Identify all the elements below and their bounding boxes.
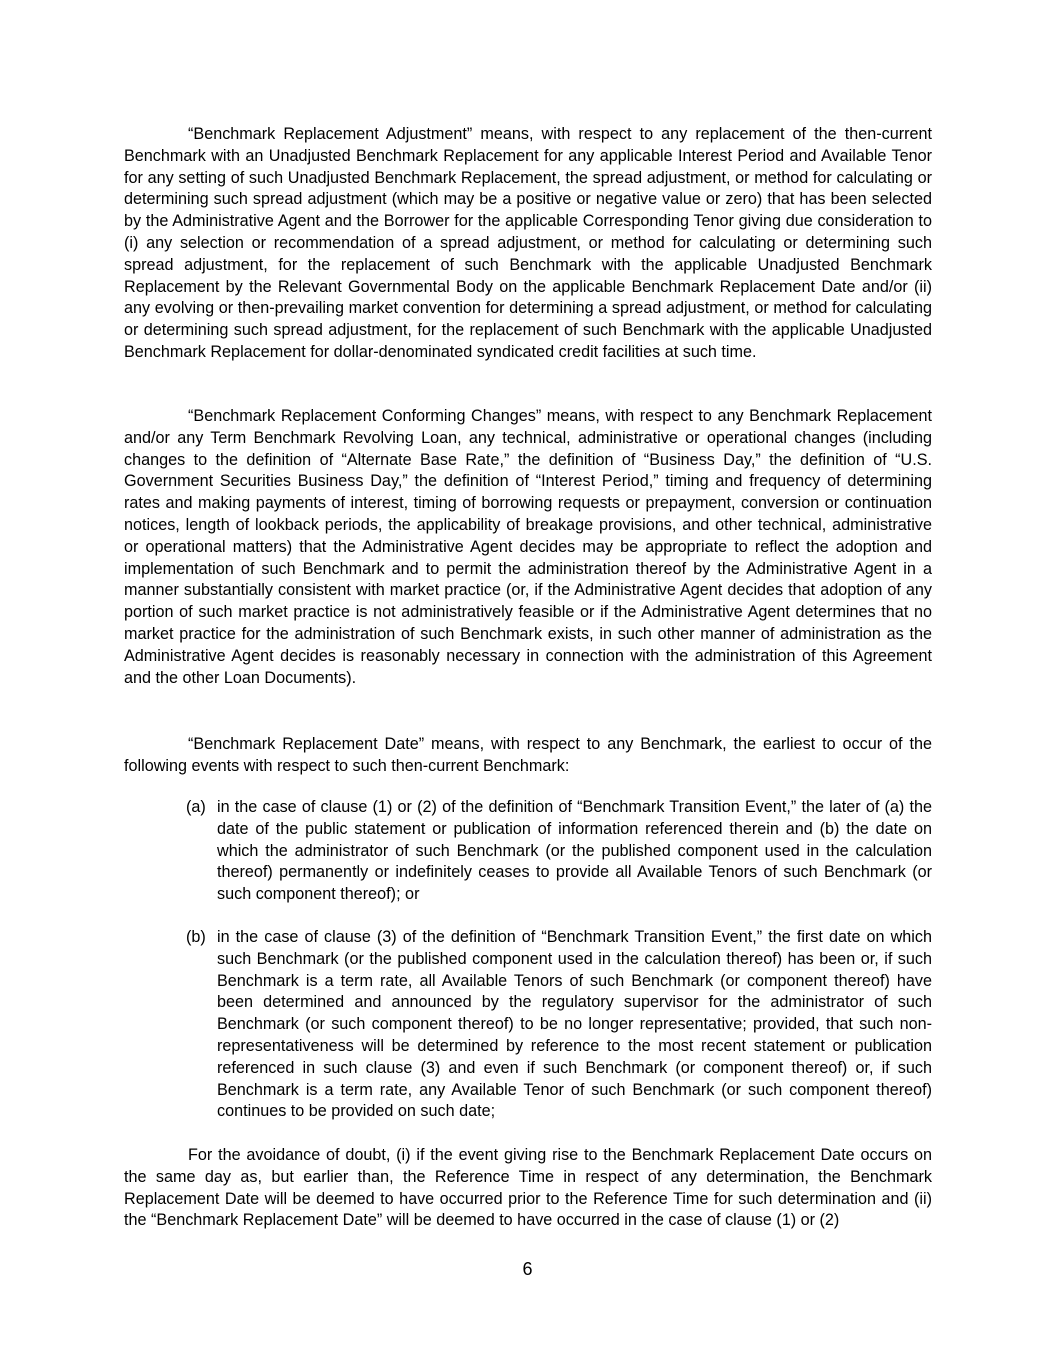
list-item xyxy=(186,927,932,1123)
list-item-text: in the case of clause (1) or (2) of the definition of “Benchmark Transition Event,” the later of (a) the date of the public statement or publication of information referenced therein and (b) the date on which the administrator of such Benchmark (or the published component used in the calculation thereof) permanently or indefinitely ceases to provide all Available Tenors of such Benchmark (or such component thereof); or xyxy=(217,798,932,904)
list-item xyxy=(186,797,932,906)
definition-benchmark-replacement-date xyxy=(124,734,932,778)
paragraph: For the avoidance of doubt, (i) if the event giving rise to the Benchmark Replacement Date occurs on the same day as, but earlier than, the Reference Time in respect of any determination, the Benchmark Replacement Date will be deemed to have occurred prior to the Reference Time for such determination and (ii) the “Benchmark Replacement Date” will be deemed to have occurred in the case of clause (1) or (2) xyxy=(124,1146,932,1230)
paragraph: “Benchmark Replacement Date” means, with respect to any Benchmark, the earliest to occur of the following events with respect to such then-current Benchmark: xyxy=(124,735,932,775)
list-item-label: (b) xyxy=(186,928,206,946)
paragraph: “Benchmark Replacement Conforming Changes” means, with respect to any Benchmark Replacement and/or any Term Benchmark Revolving Loan, any technical, administrative or operational changes (including changes to the definition of “Alternate Base Rate,” the definition of “Business Day,” the definition of “U.S. Government Securities Business Day,” the definition of “Interest Period,” timing and frequency of determining rates and making payments of interest, timing of borrowing requests or prepayment, conversion or continuation notices, length of lookback periods, the applicability of breakage provisions, and other technical, administrative or operational matters) that the Administrative Agent decides may be appropriate to reflect the adoption and implementation of such Benchmark and to permit the administration thereof by the Administrative Agent in a manner substantially consistent with market practice (or, if the Administrative Agent decides that adoption of any portion of such market practice is not administratively feasible or if the Administrative Agent determines that no market practice for the administration of such Benchmark exists, in such other manner of administration as the Administrative Agent decides is reasonably necessary in connection with the administration of this Agreement and the other Loan Documents). xyxy=(124,407,932,687)
definition-benchmark-replacement-conforming-changes xyxy=(124,406,932,689)
paragraph: “Benchmark Replacement Adjustment” means, with respect to any replacement of the then-current Benchmark with an Unadjusted Benchmark Replacement for any applicable Interest Period and Available Tenor for any setting of such Unadjusted Benchmark Replacement, the spread adjustment, or method for calculating or determining such spread adjustment (which may be a positive or negative value or zero) that has been selected by the Administrative Agent and the Borrower for the applicable Corresponding Tenor giving due consideration to (i) any selection or recommendation of a spread adjustment, or method for calculating or determining such spread adjustment, for the replacement of such Benchmark with the applicable Unadjusted Benchmark Replacement by the Relevant Governmental Body on the applicable Benchmark Replacement Date and/or (ii) any evolving or then-prevailing market convention for determining a spread adjustment, or method for calculating or determining such spread adjustment, for the replacement of such Benchmark with the applicable Unadjusted Benchmark Replacement for dollar-denominated syndicated credit facilities at such time. xyxy=(124,125,932,361)
list-item-label: (a) xyxy=(186,798,206,816)
closing-paragraph xyxy=(124,1145,932,1232)
definition-benchmark-replacement-adjustment xyxy=(124,124,932,364)
page-number: 6 xyxy=(522,1259,533,1279)
list-item-text: in the case of clause (3) of the definition of “Benchmark Transition Event,” the first date on which such Benchmark (or the published component used in the calculation thereof) has been or, if such Benchmark is a term rate, all Available Tenors of such Benchmark (or component thereof) have been determined and announced by the regulatory supervisor for the administrator of such Benchmark (or such component thereof) to be no longer representative; provided, that such non-representativeness will be determined by reference to the most recent statement or publication referenced in such clause (3) and even if such Benchmark (or component thereof) or, if such Benchmark is a term rate, any Available Tenor of such Benchmark (or such component thereof) continues to be provided on such date; xyxy=(217,928,932,1121)
